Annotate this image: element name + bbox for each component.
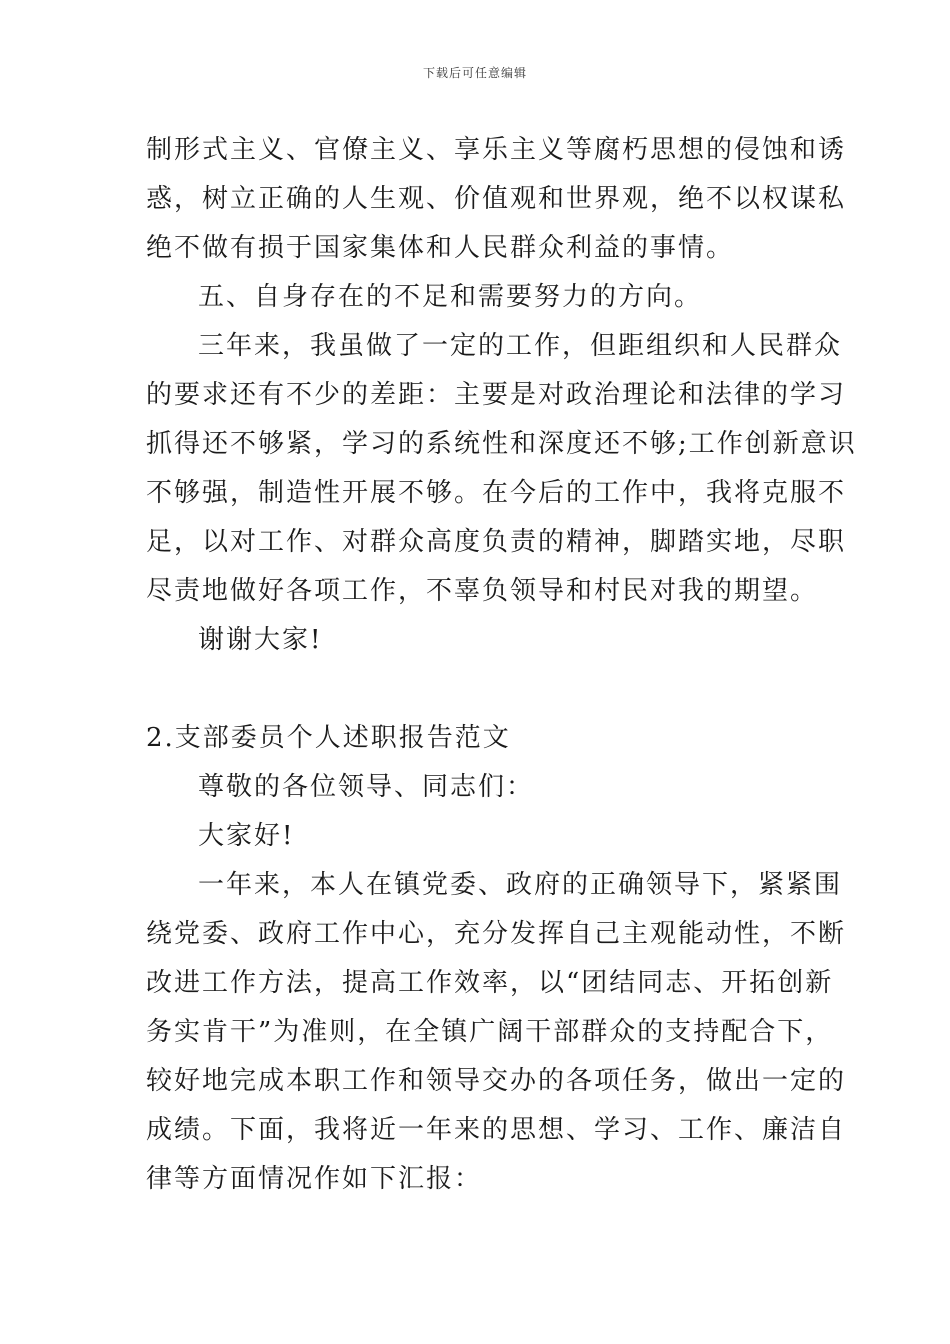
page-header: 下载后可任意编辑 (422, 66, 527, 80)
text-line: 成绩。下面，我将近一年来的思想、学习、工作、廉洁自 (146, 1115, 847, 1145)
text-line: 律等方面情况作如下汇报： (146, 1164, 483, 1194)
document-body (146, 126, 857, 1204)
section-heading: 五、自身存在的不足和需要努力的方向。 (198, 282, 703, 312)
text-line: 绝不做有损于国家集体和人民群众利益的事情。 (146, 233, 735, 263)
closing-line: 谢谢大家! (198, 625, 323, 655)
text-line: 惑，树立正确的人生观、价值观和世界观，绝不以权谋私 (146, 184, 847, 214)
text-line: 足，以对工作、对群众高度负责的精神，脚踏实地，尽职 (146, 527, 847, 557)
text-line: 绕党委、政府工作中心，充分发挥自己主观能动性，不断 (146, 919, 847, 949)
text-line: 不够强，制造性开展不够。在今后的工作中，我将克服不 (146, 478, 847, 508)
text-line: 一年来，本人在镇党委、政府的正确领导下，紧紧围 (198, 870, 843, 900)
text-line: 尽责地做好各项工作，不辜负领导和村民对我的期望。 (146, 576, 819, 606)
greeting-line: 大家好! (198, 821, 295, 851)
text-line: 制形式主义、官僚主义、享乐主义等腐朽思想的侵蚀和诱 (146, 135, 847, 165)
article-title: 2.支部委员个人述职报告范文 (146, 723, 511, 753)
text-line: 三年来，我虽做了一定的工作，但距组织和人民群众 (198, 331, 843, 361)
text-line: 抓得还不够紧，学习的系统性和深度还不够;工作创新意识 (146, 429, 857, 459)
salutation-line: 尊敬的各位领导、同志们： (198, 772, 535, 802)
text-line: 较好地完成本职工作和领导交办的各项任务，做出一定的 (146, 1066, 847, 1096)
text-line: 务实肯干”为准则，在全镇广阔干部群众的支持配合下， (146, 1017, 834, 1047)
paragraph-gap (146, 665, 816, 714)
text-line: 改进工作方法，提高工作效率，以“团结同志、开拓创新 (146, 968, 834, 998)
text-line: 的要求还有不少的差距：主要是对政治理论和法律的学习 (146, 380, 847, 410)
